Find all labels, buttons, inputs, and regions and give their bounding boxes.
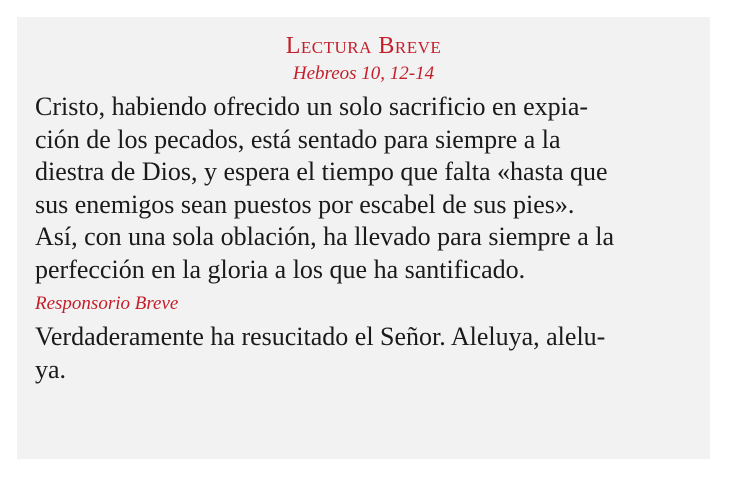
reading-line: perfección en la gloria a los que ha santificado. [35,254,526,284]
reading-line: sus enemigos sean puestos por escabel de sus pies». [35,189,575,219]
reading-line: Así, con una sola oblación, ha llevado para siempre a la [35,222,615,251]
scripture-reference: Hebreos 10, 12-14 [292,63,435,84]
responsory-line: ya. [35,354,67,384]
reading-panel [17,17,710,459]
responsory-body [35,321,695,386]
reading-line: ción de los pecados, está sentado para siempre a la [35,124,561,154]
reading-line: diestra de Dios, y espera el tiempo que falta «hasta que [35,157,608,186]
reading-body [35,91,695,286]
reading-line: Cristo, habiendo ofrecido un solo sacrificio en expia- [35,92,589,121]
reading-title: Lectura Breve [285,33,442,59]
responsory-title: Responsorio Breve [35,293,179,314]
responsory-line: Verdaderamente ha resucitado el Señor. Aleluya, alelu- [35,322,606,351]
